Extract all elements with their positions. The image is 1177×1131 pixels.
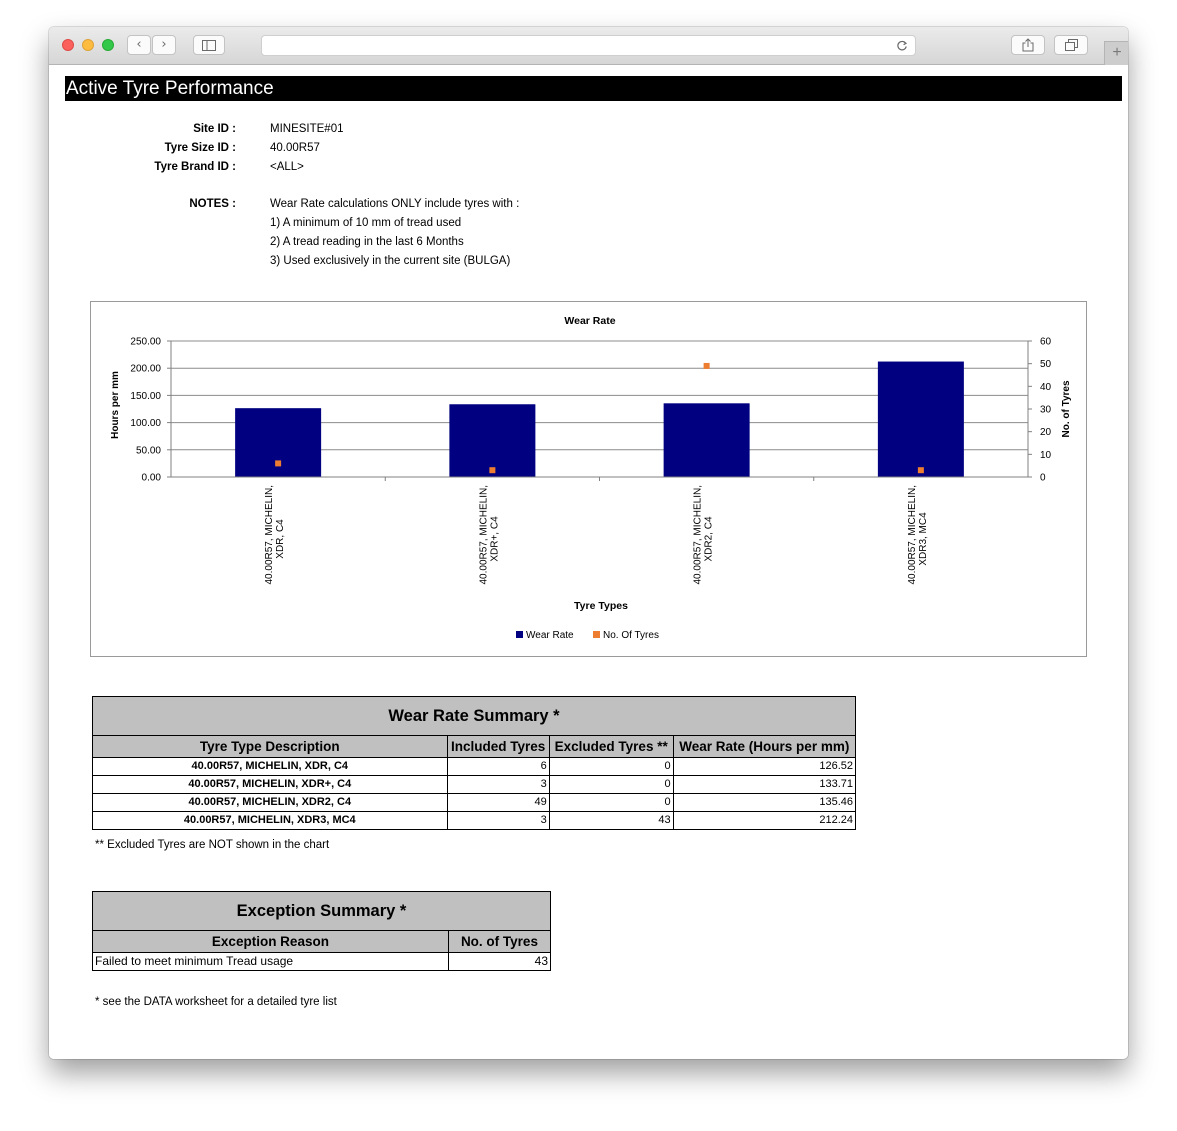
category-label <box>264 485 286 585</box>
category-label-line: XDR, C4 <box>275 519 287 559</box>
column-header: No. of Tyres <box>448 931 550 953</box>
table-cell: 133.71 <box>673 776 855 794</box>
table-cell: 0 <box>549 776 673 794</box>
y-tick-label: 200.00 <box>130 363 161 375</box>
y2-tick-label: 30 <box>1040 404 1052 416</box>
wear-rate-bar <box>664 403 750 477</box>
exception-summary-title: Exception Summary * <box>93 892 551 931</box>
x-axis-label: Tyre Types <box>574 600 628 612</box>
table-cell: 43 <box>448 953 550 971</box>
y-tick-label: 150.00 <box>130 390 161 402</box>
back-button[interactable] <box>127 35 151 55</box>
table-row <box>93 758 856 776</box>
table-row <box>93 953 551 971</box>
site-id-label: Site ID : <box>193 123 236 135</box>
excluded-footnote: ** Excluded Tyres are NOT shown in the chart <box>95 839 330 851</box>
table-cell: 40.00R57, MICHELIN, XDR+, C4 <box>93 776 448 794</box>
wear-rate-chart <box>90 301 1087 657</box>
table-cell: 49 <box>447 794 549 812</box>
wear-rate-bar <box>449 404 535 477</box>
y-axis-label: Hours per mm <box>110 371 121 439</box>
sidebar-button[interactable] <box>193 35 225 55</box>
y2-axis-label: No. of Tyres <box>1061 380 1072 438</box>
y2-tick-label: 60 <box>1040 336 1052 348</box>
y-tick-label: 50.00 <box>135 445 161 457</box>
table-row <box>93 776 856 794</box>
table-cell: 126.52 <box>673 758 855 776</box>
report-title-bar <box>65 76 1122 101</box>
table-cell: 43 <box>549 812 673 830</box>
plus-icon: + <box>1112 44 1122 61</box>
wear-rate-bar <box>235 408 321 477</box>
note-line: 3) Used exclusively in the current site (BULGA) <box>270 255 511 267</box>
y2-tick-label: 20 <box>1040 427 1052 439</box>
tyre-brand-id-label: Tyre Brand ID : <box>154 161 236 173</box>
column-header: Excluded Tyres ** <box>549 736 673 758</box>
no-of-tyres-marker <box>489 467 495 473</box>
notes-label: NOTES : <box>189 198 236 210</box>
table-cell: 0 <box>549 758 673 776</box>
y2-tick-label: 40 <box>1040 381 1052 393</box>
note-line: 1) A minimum of 10 mm of tread used <box>270 217 462 229</box>
column-header: Wear Rate (Hours per mm) <box>673 736 855 758</box>
tabs-icon <box>1065 39 1078 51</box>
new-tab-button[interactable] <box>1104 41 1128 65</box>
category-label-line: 40.00R57, MICHELIN, <box>264 485 276 585</box>
y-tick-label: 0.00 <box>141 472 161 484</box>
category-label-line: 40.00R57, MICHELIN, <box>692 485 704 585</box>
table-cell: 0 <box>549 794 673 812</box>
table-cell: 3 <box>447 812 549 830</box>
tyre-brand-id-value: <ALL> <box>270 161 304 173</box>
category-label <box>693 485 715 585</box>
table-cell: 212.24 <box>673 812 855 830</box>
chart-title: Wear Rate <box>564 315 616 327</box>
chevron-left-icon: ‹ <box>136 37 142 52</box>
table-cell: 135.46 <box>673 794 855 812</box>
wear-rate-summary-title: Wear Rate Summary * <box>93 697 856 736</box>
column-header: Exception Reason <box>93 931 449 953</box>
tabs-overview-button[interactable] <box>1054 35 1088 55</box>
legend-no-of-tyres-label: No. Of Tyres <box>603 630 659 641</box>
tyre-size-id-label: Tyre Size ID : <box>164 142 236 154</box>
sidebar-icon <box>202 40 216 51</box>
chart-canvas <box>91 302 1086 656</box>
note-line: 2) A tread reading in the last 6 Months <box>270 236 464 248</box>
chevron-right-icon: › <box>161 37 167 52</box>
table-cell: Failed to meet minimum Tread usage <box>93 953 449 971</box>
table-cell: 3 <box>447 776 549 794</box>
browser-window <box>49 27 1128 1059</box>
no-of-tyres-marker <box>275 460 281 466</box>
column-header: Included Tyres <box>447 736 549 758</box>
legend-wear-rate-swatch <box>516 631 523 638</box>
tyre-size-id-value: 40.00R57 <box>270 142 320 154</box>
note-line: Wear Rate calculations ONLY include tyres with : <box>270 198 520 210</box>
legend-no-of-tyres-swatch <box>593 631 600 638</box>
category-label-line: XDR3, MC4 <box>917 512 929 566</box>
forward-button[interactable] <box>152 35 176 55</box>
data-worksheet-note: * see the DATA worksheet for a detailed tyre list <box>95 996 337 1008</box>
close-window-button[interactable] <box>62 39 74 51</box>
category-label <box>478 485 500 585</box>
category-label <box>907 485 929 585</box>
table-row <box>93 794 856 812</box>
share-button[interactable] <box>1011 35 1045 55</box>
category-label-line: 40.00R57, MICHELIN, <box>906 485 918 585</box>
wear-rate-summary-table <box>92 696 856 830</box>
zoom-window-button[interactable] <box>102 39 114 51</box>
site-id-value: MINESITE#01 <box>270 123 344 135</box>
no-of-tyres-marker <box>704 363 710 369</box>
y2-tick-label: 0 <box>1040 472 1046 484</box>
no-of-tyres-marker <box>918 467 924 473</box>
category-label-line: XDR+, C4 <box>489 516 501 562</box>
share-icon <box>1022 38 1034 52</box>
exception-summary-table <box>92 891 551 971</box>
browser-toolbar <box>49 27 1128 65</box>
wear-rate-bar <box>878 362 964 477</box>
table-cell: 40.00R57, MICHELIN, XDR, C4 <box>93 758 448 776</box>
legend-wear-rate-label: Wear Rate <box>526 630 574 641</box>
report-title: Active Tyre Performance <box>66 78 274 99</box>
category-label-line: 40.00R57, MICHELIN, <box>478 485 490 585</box>
address-bar[interactable] <box>261 35 916 56</box>
y-tick-label: 100.00 <box>130 418 161 430</box>
category-label-line: XDR2, C4 <box>703 516 715 562</box>
minimize-window-button[interactable] <box>82 39 94 51</box>
table-cell: 40.00R57, MICHELIN, XDR2, C4 <box>93 794 448 812</box>
reload-icon[interactable] <box>896 40 908 52</box>
column-header: Tyre Type Description <box>93 736 448 758</box>
table-cell: 40.00R57, MICHELIN, XDR3, MC4 <box>93 812 448 830</box>
y-tick-label: 250.00 <box>130 336 161 348</box>
y2-tick-label: 50 <box>1040 359 1052 371</box>
report-page <box>49 65 1128 1059</box>
y2-tick-label: 10 <box>1040 449 1052 461</box>
table-cell: 6 <box>447 758 549 776</box>
table-row <box>93 812 856 830</box>
